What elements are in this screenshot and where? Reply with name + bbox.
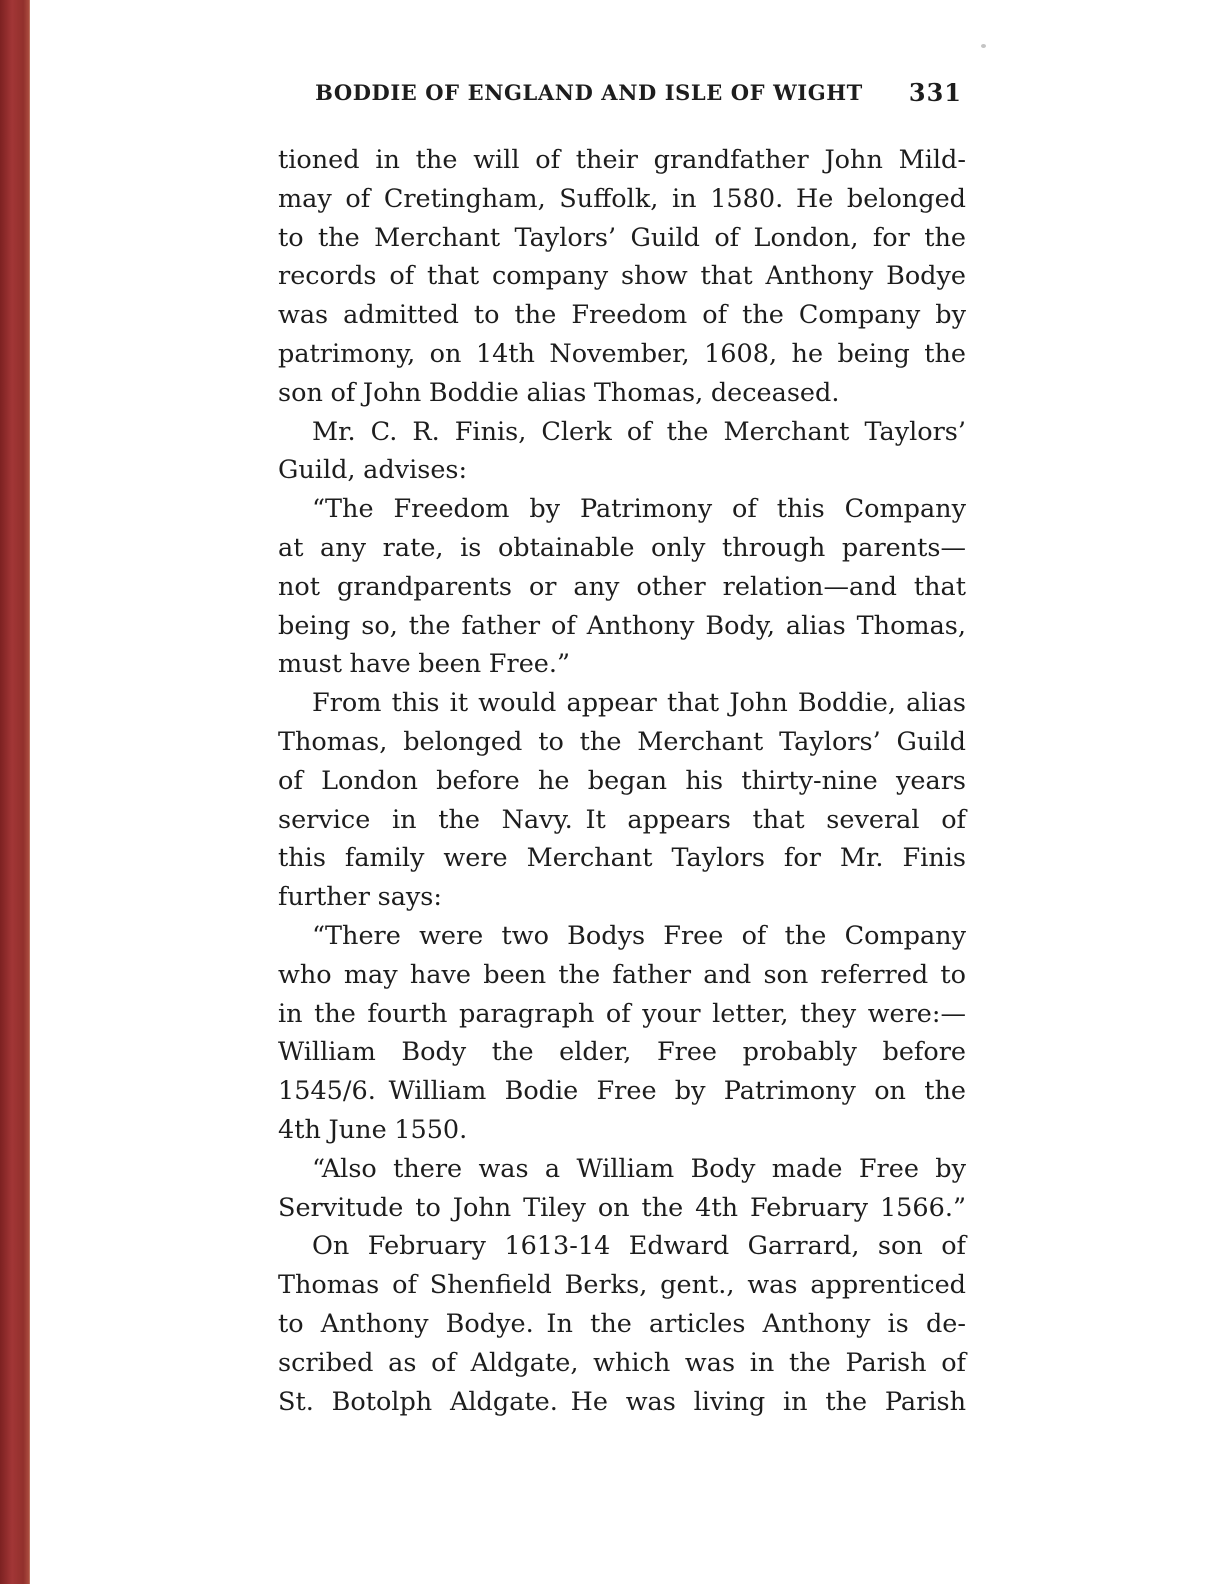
text-line-p3-l1: “The Freedom by Patrimony of this Company [312,494,966,525]
book-binding-edge [0,0,30,1584]
text-line-p5-l2: who may have been the father and son referred to [278,959,966,990]
text-line-p3-l2: at any rate, is obtainable only through parents— [278,532,966,563]
text-line-p7-l2: Thomas of Shenfield Berks, gent., was apprenticed [278,1270,966,1301]
text-line-p4-l5: this family were Merchant Taylors for Mr. Finis [278,843,966,874]
text-line-p3-l4: being so, the father of Anthony Body, alias Thomas, [278,610,966,641]
text-line-p5-l5: 1545/6. William Bodie Free by Patrimony on the [278,1076,966,1107]
text-line-p5-l6: 4th June 1550. [278,1114,468,1145]
text-line-p2-l1: Mr. C. R. Finis, Clerk of the Merchant Taylors’ [312,416,966,447]
text-line-p5-l4: William Body the elder, Free probably before [278,1037,966,1068]
text-line-p7-l3: to Anthony Bodye. In the articles Anthony is de- [278,1308,966,1339]
text-line-p4-l2: Thomas, belonged to the Merchant Taylors’ Guild [278,726,966,757]
text-line-p1-l3: to the Merchant Taylors’ Guild of London, for the [278,222,966,253]
text-line-p7-l5: St. Botolph Aldgate. He was living in the Parish [278,1386,966,1417]
text-line-p4-l1: From this it would appear that John Boddie, alias [312,688,966,719]
text-line-p2-l2: Guild, advises: [278,455,468,486]
text-line-p1-l4: records of that company show that Anthony Bodye [278,261,966,292]
running-header [0,80,1224,114]
text-line-p7-l4: scribed as of Aldgate, which was in the Parish of [278,1347,966,1378]
text-line-p1-l6: patrimony, on 14th November, 1608, he being the [278,338,966,369]
text-line-p6-l1: “Also there was a William Body made Free by [312,1153,966,1184]
text-line-p5-l1: “There were two Bodys Free of the Company [312,920,966,951]
text-line-p3-l5: must have been Free.” [278,649,571,680]
text-line-p1-l2: may of Cretingham, Suffolk, in 1580. He belonged [278,183,966,214]
text-line-p5-l3: in the fourth paragraph of your letter, they were:— [278,998,966,1029]
text-block [278,141,966,1421]
text-line-p4-l4: service in the Navy. It appears that several of [278,804,966,835]
text-line-p6-l2: Servitude to John Tiley on the 4th February 1566.” [278,1192,966,1223]
text-line-p7-l1: On February 1613-14 Edward Garrard, son of [312,1231,966,1262]
text-line-p1-l5: was admitted to the Freedom of the Company by [278,300,966,331]
text-line-p4-l3: of London before he began his thirty-nine years [278,765,966,796]
text-line-p1-l7: son of John Boddie alias Thomas, deceased. [278,377,840,408]
running-header-title: BODDIE OF ENGLAND AND ISLE OF WIGHT [315,80,863,105]
page-number: 331 [908,78,962,107]
text-line-p1-l1: tioned in the will of their grandfather John Mild- [278,145,966,175]
text-line-p3-l3: not grandparents or any other relation—and that [278,571,966,602]
scan-speck [981,44,986,48]
text-line-p4-l6: further says: [278,882,442,913]
